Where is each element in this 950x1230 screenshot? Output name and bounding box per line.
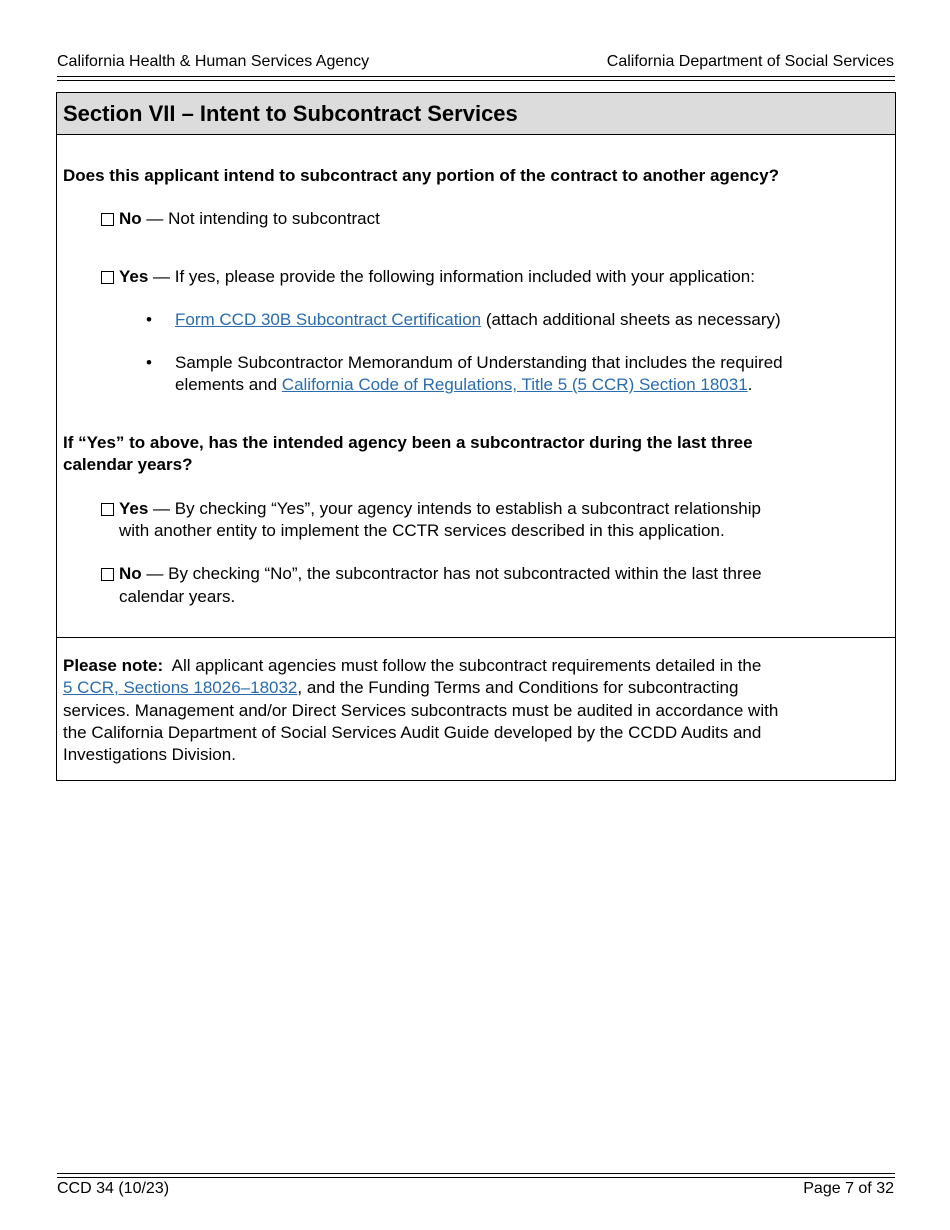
note-line4: the California Department of Social Services Audit Guide developed by the CCDD Audits and: [63, 723, 762, 742]
note-label: Please note:: [63, 656, 164, 675]
link-5ccr-18031[interactable]: California Code of Regulations, Title 5 (5 CCR) Section 18031: [281, 375, 748, 394]
checkbox-no-prior-subcontractor[interactable]: [101, 568, 114, 581]
header-agency: California Health & Human Services Agency: [57, 53, 370, 70]
option-no-prior-line2: calendar years.: [119, 587, 236, 606]
bullet-dot: •: [146, 310, 152, 329]
option-yes-label: Yes: [119, 267, 149, 286]
option-yes-prior-text: — By checking “Yes”, your agency intends to establish a subcontract relationship: [148, 499, 761, 518]
section-box: [56, 92, 896, 781]
question-1: Does this applicant intend to subcontract any portion of the contract to another agency?: [63, 166, 779, 185]
bullet-item-form-rest: (attach additional sheets as necessary): [481, 310, 781, 329]
bullet-item-mou-line2: [175, 374, 752, 396]
header-department: California Department of Social Services: [606, 53, 894, 70]
note-text-1: All applicant agencies must follow the subcontract requirements detailed in the: [163, 656, 762, 675]
option-yes-prior-line2: with another entity to implement the CCTR services described in this application.: [119, 521, 725, 540]
option-no-prior-line1: [119, 563, 762, 585]
question-2-line2: calendar years?: [63, 455, 193, 474]
section-title: Section VII – Intent to Subcontract Services: [63, 101, 518, 126]
note-divider: [57, 637, 895, 638]
form-number: CCD 34 (10/23): [57, 1180, 170, 1197]
question-2-line1: If “Yes” to above, has the intended agency been a subcontractor during the last three: [63, 433, 753, 452]
bullet-item-form: [175, 309, 781, 331]
note-line2: [63, 677, 738, 699]
header-rule: [57, 76, 895, 81]
option-yes-prior-label: Yes: [119, 499, 149, 518]
section-title-bar: [57, 93, 895, 135]
checkbox-no-subcontract[interactable]: [101, 213, 114, 226]
note-line5: Investigations Division.: [63, 745, 236, 764]
checkbox-yes-prior-subcontractor[interactable]: [101, 503, 114, 516]
option-no-prior-text: — By checking “No”, the subcontractor has not subcontracted within the last three: [141, 564, 762, 583]
footer-rule: [57, 1173, 895, 1178]
option-yes-subcontract: [119, 266, 755, 288]
option-yes-text: — If yes, please provide the following information included with your application:: [148, 267, 755, 286]
link-form-ccd-30b[interactable]: Form CCD 30B Subcontract Certification: [175, 310, 482, 329]
note-line1: [63, 655, 761, 677]
option-yes-prior-line1: [119, 498, 761, 520]
bullet-item-mou-line1: Sample Subcontractor Memorandum of Understanding that includes the required: [175, 353, 783, 372]
option-no-label: No: [119, 209, 142, 228]
note-line3: services. Management and/or Direct Services subcontracts must be audited in accordance with: [63, 701, 779, 720]
link-5ccr-18026-18032[interactable]: 5 CCR, Sections 18026–18032: [63, 678, 298, 697]
option-no-subcontract: [119, 208, 380, 230]
bullet-mou-post: .: [747, 375, 753, 394]
option-no-text: — Not intending to subcontract: [141, 209, 380, 228]
page-number: Page 7 of 32: [803, 1180, 894, 1197]
bullet-mou-pre: elements and: [175, 375, 282, 394]
note-text-2: , and the Funding Terms and Conditions for subcontracting: [297, 678, 739, 697]
checkbox-yes-subcontract[interactable]: [101, 271, 114, 284]
bullet-dot: •: [146, 353, 152, 372]
option-no-prior-label: No: [119, 564, 142, 583]
